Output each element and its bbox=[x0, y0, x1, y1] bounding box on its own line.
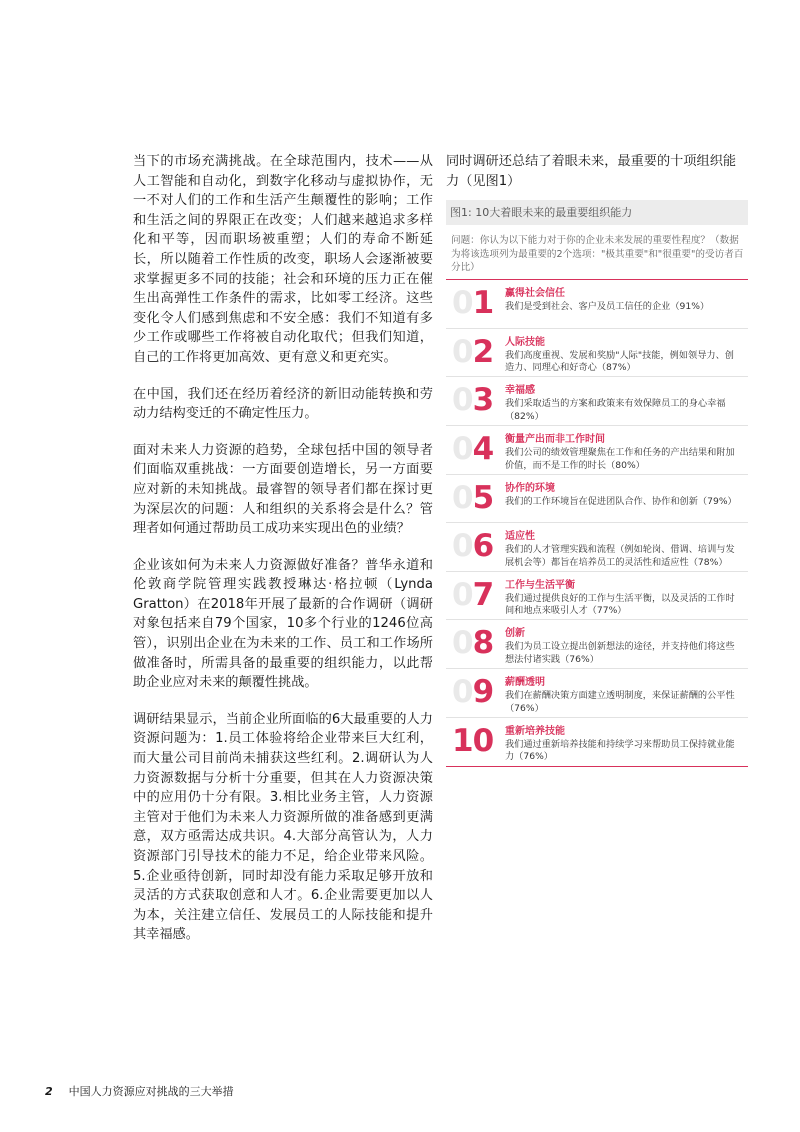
item-number: 01 bbox=[452, 285, 494, 322]
paragraph-5: 调研结果显示，当前企业所面临的6大最重要的人力资源问题为：1.员工体验将给企业带来巨大红利，而大量公司目前尚未捕获这些红利。2.调研认为人力资源数据与分析十分重要，但其在人力资源决策中的应用仍十分有限。3.相比业务主管，人力资源主管对于他们为未来人力资源所做的准备感到更满意，双方亟需达成共识。4.大部分高管认为，人力资源部门引导技术的能力不足，给企业带来风险。5.企业亟待创新，同时却没有能力采取足够开放和灵活的方式获取创意和人才。6.企业需要更加以人为本，关注建立信任、发展员工的人际技能和提升其幸福感。 bbox=[133, 711, 433, 943]
item-description: 我们在薪酬决策方面建立透明制度，来保证薪酬的公平性（76%） bbox=[505, 689, 735, 714]
paragraph-3: 面对未来人力资源的趋势，全球包括中国的领导者们面临双重挑战：一方面要创造增长，另一方面要应对新的未知挑战。最睿智的领导者们都在探讨更为深层次的问题：人和组织的关系将会是什么？管理者如何通过帮助员工成功来实现出色的业绩？ bbox=[133, 442, 433, 537]
item-number: 08 bbox=[452, 625, 494, 662]
item-number: 10 bbox=[452, 722, 494, 759]
item-description: 我们的工作环境旨在促进团队合作、协作和创新（79%） bbox=[505, 495, 737, 507]
capability-item-04 bbox=[446, 426, 748, 475]
item-number: 06 bbox=[452, 528, 494, 565]
item-description: 我们公司的绩效管理聚焦在工作和任务的产出结果和附加价值，而不是工作的时长（80%） bbox=[505, 446, 735, 471]
capability-item-09 bbox=[446, 669, 748, 718]
item-description: 我们通过重新培养技能和持续学习来帮助员工保持就业能力（76%） bbox=[505, 738, 735, 763]
item-title: 工作与生活平衡 bbox=[505, 579, 575, 591]
item-title: 创新 bbox=[505, 628, 525, 640]
item-title: 幸福感 bbox=[505, 385, 535, 397]
item-number: 03 bbox=[452, 382, 494, 419]
item-description: 我们通过提供良好的工作与生活平衡，以及灵活的工作时间和地点来吸引人才（77%） bbox=[505, 592, 735, 617]
item-number: 07 bbox=[452, 576, 494, 613]
item-description: 我们高度重视、发展和奖励"人际"技能，例如领导力、创造力、同理心和好奇心（87%） bbox=[505, 349, 734, 374]
item-title: 薪酬透明 bbox=[505, 676, 545, 688]
item-number: 04 bbox=[452, 430, 494, 467]
figure-title: 图1: 10大着眼未来的最重要组织能力 bbox=[446, 200, 748, 225]
item-title: 协作的环境 bbox=[505, 482, 555, 494]
capability-item-02 bbox=[446, 329, 748, 378]
page-number: 2 bbox=[45, 1085, 53, 1098]
figure-question: 问题：你认为以下能力对于你的企业未来发展的重要性程度？（数据为将该选项列为最重要的2个选项："极其重要"和"很重要"的受访者百分比） bbox=[451, 235, 744, 273]
item-description: 我们的人才管理实践和流程（例如轮岗、借调、培训与发展机会等）都旨在培养员工的灵活性和适应性（78%） bbox=[505, 544, 735, 568]
item-description: 我们为员工设立提出创新想法的途径，并支持他们将这些想法付诸实践（76%） bbox=[505, 641, 735, 665]
capability-item-01 bbox=[446, 280, 748, 329]
capability-list bbox=[446, 279, 748, 767]
paragraph-2: 在中国，我们还在经历着经济的新旧动能转换和劳动力结构变迁的不确定性压力。 bbox=[133, 386, 433, 422]
body-text-column bbox=[133, 152, 433, 962]
capability-item-07 bbox=[446, 572, 748, 621]
item-description: 我们采取适当的方案和政策来有效保障员工的身心幸福（82%） bbox=[505, 398, 726, 422]
item-number: 05 bbox=[452, 479, 494, 516]
paragraph-1: 当下的市场充满挑战。在全球范围内，技术——从人工智能和自动化，到数字化移动与虚拟协作，无一不对人们的工作和生活产生颠覆性的影响；工作和生活之间的界限正在改变；人们越来越追求多样化和平等，因而职场被重塑；人们的寿命不断延长，所以随着工作性质的改变，职场人会逐渐被要求掌握更多不同的技能；社会和环境的压力正在催生出高弹性工作条件的需求，比如零工经济。这些变化令人们感到焦虑和不安全感：我们不知道有多少工作或哪些工作将被自动化取代；但我们知道，自己的工作将更加高效、更有意义和更充实。 bbox=[133, 154, 433, 365]
page-footer bbox=[45, 1083, 234, 1099]
item-number: 02 bbox=[452, 333, 494, 370]
figure-intro: 同时调研还总结了着眼未来，最重要的十项组织能力（见图1） bbox=[446, 154, 737, 189]
figure-column bbox=[446, 152, 748, 767]
capability-item-03 bbox=[446, 377, 748, 426]
document-title: 中国人力资源应对挑战的三大举措 bbox=[68, 1085, 234, 1098]
capability-item-10 bbox=[446, 718, 748, 767]
item-number: 09 bbox=[452, 673, 494, 710]
capability-item-05 bbox=[446, 475, 748, 524]
item-title: 重新培养技能 bbox=[505, 725, 565, 737]
item-title: 人际技能 bbox=[505, 336, 545, 348]
item-title: 赢得社会信任 bbox=[505, 288, 565, 300]
paragraph-4: 企业该如何为未来人力资源做好准备？普华永道和伦敦商学院管理实践教授琳达·格拉顿（Lynda Gratton）在2018年开展了最新的合作调研（调研对象包括来自79个国家，10多个行业的1246位高管），识别出企业在为未来的工作、员工和工作场所做准备时，所需具备的最重要的组织能力，以此帮助企业应对未来的颠覆性挑战。 bbox=[133, 557, 433, 691]
item-title: 衡量产出而非工作时间 bbox=[505, 433, 605, 445]
capability-item-06 bbox=[446, 523, 748, 572]
capability-item-08 bbox=[446, 620, 748, 669]
item-description: 我们是受到社会、客户及员工信任的企业（91%） bbox=[505, 301, 710, 313]
item-title: 适应性 bbox=[505, 531, 535, 543]
